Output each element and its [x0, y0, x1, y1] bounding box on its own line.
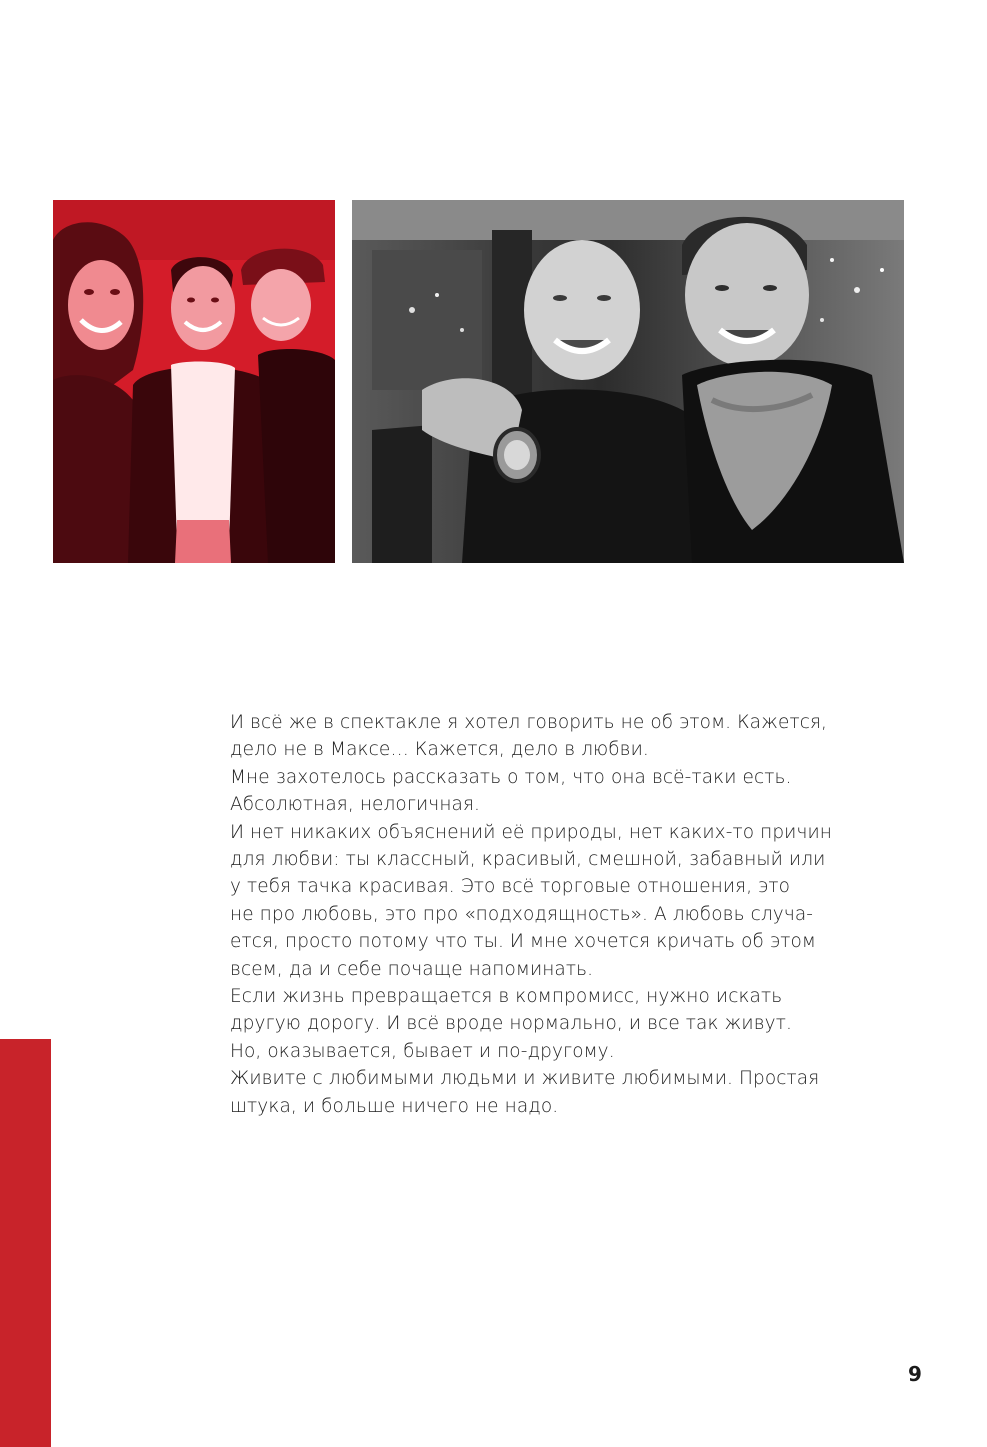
text-line: не про любовь, это про «подходящность». А любовь случа-	[230, 903, 814, 925]
text-line: Живите с любимыми людьми и живите любимыми. Простая	[230, 1068, 820, 1090]
text-line: Если жизнь превращается в компромисс, нужно искать	[230, 986, 783, 1008]
text-line: ется, просто потому что ты. И мне хочется кричать об этом	[230, 931, 816, 953]
text-line: Мне захотелось рассказать о том, что она всё-таки есть.	[230, 766, 792, 788]
page-number: 9	[908, 1362, 922, 1386]
text-line: И нет никаких объяснений её природы, нет каких-то причин	[230, 821, 832, 843]
photo-black-white	[352, 200, 904, 563]
text-line: Абсолютная, нелогичная.	[230, 794, 480, 816]
photo-black-white-image	[352, 200, 904, 563]
text-line: для любви: ты классный, красивый, смешной, забавный или	[230, 849, 826, 871]
text-line: дело не в Максе… Кажется, дело в любви.	[230, 739, 649, 761]
text-line: И всё же в спектакле я хотел говорить не об этом. Кажется,	[230, 712, 828, 733]
text-line: другую дорогу. И всё вроде нормально, и все так живут.	[230, 1013, 792, 1035]
photo-red-tinted-image	[53, 200, 335, 563]
text-line: у тебя тачка красивая. Это всё торговые отношения, это	[230, 876, 791, 898]
text-line: всем, да и себе почаще напоминать.	[230, 958, 594, 980]
body-text	[230, 709, 910, 1120]
photo-red-tinted	[53, 200, 335, 563]
text-line: Но, оказывается, бывает и по-другому.	[230, 1040, 615, 1062]
red-side-bar	[0, 1039, 51, 1447]
text-line: штука, и больше ничего не надо.	[230, 1095, 559, 1117]
